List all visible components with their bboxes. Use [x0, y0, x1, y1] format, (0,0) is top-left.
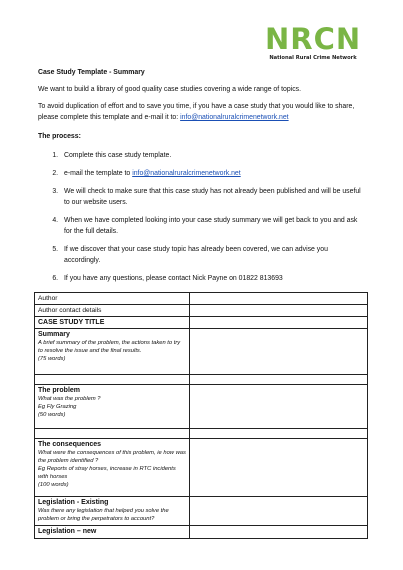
logo-mark: NRCN — [265, 22, 362, 56]
field-guidance: Eg Fly Grazing — [38, 404, 77, 410]
request-paragraph — [38, 101, 363, 123]
case-study-table — [34, 292, 368, 539]
field-guidance: Was there any legislation that helped you solve the problem or bring the perpetrators to account? — [38, 508, 169, 522]
step-email-link[interactable]: info@nationalruralcrimenetwork.net — [132, 170, 241, 177]
field-guidance: (100 words) — [38, 482, 69, 488]
field-value-cell[interactable] — [190, 305, 368, 317]
field-value-cell[interactable] — [190, 497, 368, 526]
field-guidance: Eg Reports of stray horses, increase in RTC incidents with horses — [38, 466, 176, 480]
field-value-cell[interactable] — [190, 293, 368, 305]
email-link[interactable]: info@nationalruralcrimenetwork.net — [180, 114, 289, 121]
process-step-2: 2. e-mail the template to info@nationalruralcrimenetwork.net — [60, 168, 363, 179]
process-steps — [38, 150, 363, 284]
process-step-4: 4. When we have completed looking into your case study summary we will get back to you and ask for the full details. — [60, 215, 363, 237]
table-row — [35, 429, 368, 439]
nrcn-logo — [265, 24, 361, 61]
field-label: The problem — [38, 387, 81, 394]
logo-subtitle: National Rural Crime Network — [269, 55, 357, 61]
field-value-cell[interactable] — [190, 317, 368, 329]
process-step-5: 5. If we discover that your case study topic has already been covered, we can advise you accordingly. — [60, 244, 363, 266]
table-row — [35, 385, 368, 429]
field-guidance: (75 words) — [38, 356, 66, 362]
process-step-3: 3. We will check to make sure that this case study has not already been published and will be useful to our website users. — [60, 186, 363, 208]
field-label-cell — [35, 429, 190, 439]
table-row — [35, 305, 368, 317]
field-value-cell[interactable] — [190, 329, 368, 375]
field-label: Legislation - Existing — [38, 499, 109, 506]
field-label-cell — [35, 385, 190, 429]
field-value-cell[interactable] — [190, 429, 368, 439]
field-label-cell — [35, 497, 190, 526]
process-step-1: 1. Complete this case study template. — [60, 150, 363, 161]
field-label-cell — [35, 526, 190, 539]
field-label: CASE STUDY TITLE — [38, 319, 105, 326]
page-title: Case Study Template - Summary — [38, 69, 145, 76]
field-label: Legislation – new — [38, 528, 97, 535]
table-row — [35, 317, 368, 329]
table-row — [35, 497, 368, 526]
table-row — [35, 293, 368, 305]
field-guidance: What was the problem ? — [38, 396, 101, 402]
field-value-cell[interactable] — [190, 439, 368, 497]
table-row — [35, 375, 368, 385]
field-label: Author contact details — [38, 307, 102, 314]
field-value-cell[interactable] — [190, 385, 368, 429]
field-label: The consequences — [38, 441, 102, 448]
field-label-cell — [35, 305, 190, 317]
field-guidance: What were the consequences of this problem, ie how was the problem identified ? — [38, 450, 186, 464]
table-row — [35, 329, 368, 375]
field-label: Summary — [38, 331, 70, 338]
field-value-cell[interactable] — [190, 526, 368, 539]
field-label: Author — [38, 295, 58, 302]
intro-paragraph: We want to build a library of good quality case studies covering a wide range of topics. — [38, 86, 302, 93]
process-step-6: 6. If you have any questions, please contact Nick Payne on 01822 813693 — [60, 273, 363, 284]
field-guidance: A brief summary of the problem, the actions taken to try to resolve the issue and the final results. — [38, 340, 181, 354]
field-label-cell — [35, 317, 190, 329]
field-label-cell — [35, 375, 190, 385]
process-title: The process: — [38, 133, 81, 140]
field-value-cell[interactable] — [190, 375, 368, 385]
field-label-cell — [35, 329, 190, 375]
table-row — [35, 439, 368, 497]
field-guidance: (50 words) — [38, 412, 66, 418]
document-body — [38, 67, 363, 291]
table-row — [35, 526, 368, 539]
field-label-cell — [35, 439, 190, 497]
request-text: To avoid duplication of effort and to save you time, if you have a case study that you would like to share, please complete this template and e-mail it to: — [38, 103, 355, 121]
field-label-cell — [35, 293, 190, 305]
